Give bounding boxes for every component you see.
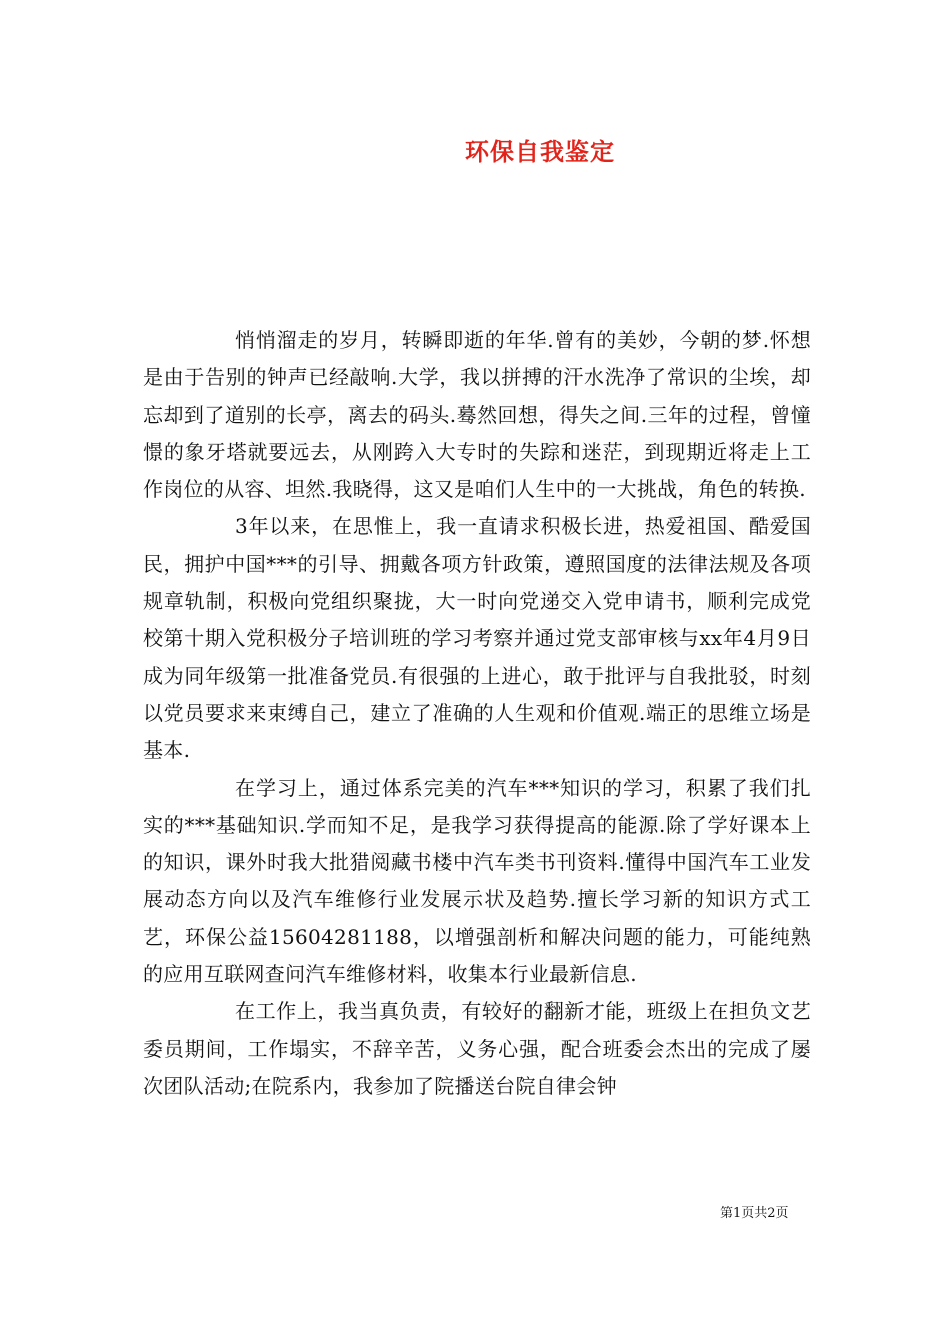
paragraph-2: 3年以来，在思惟上，我一直请求积极长进，热爱祖国、酷爱国民，拥护中国***的引导、拥戴各项方针政策，遵照国度的法律法规及各项规章轨制，积极向党组织聚拢，大一时向党递交入党申请书，顺利完成党校第十期入党积极分子培训班的学习考察并通过党支部审核与xx年4月9日成为同年级第一批准备党员.有很强的上进心，敢于批评与自我批驳，时刻以党员要求来束缚自己，建立了准确的人生观和价值观.端正的思维立场是基本. <box>143 514 811 763</box>
document-body <box>143 322 811 1105</box>
paragraph-1: 悄悄溜走的岁月，转瞬即逝的年华.曾有的美妙，今朝的梦.怀想是由于告别的钟声已经敲响.大学，我以拼搏的汗水洗净了常识的尘埃，却忘却到了道别的长亭，离去的码头.蓦然回想，得失之间.三年的过程，曾憧憬的象牙塔就要远去，从刚跨入大专时的失踪和迷茫，到现期近将走上工作岗位的从容、坦然.我晓得，这又是咱们人生中的一大挑战，角色的转换. <box>143 328 811 502</box>
page-footer: 第1页共2页 <box>720 1206 789 1221</box>
paragraph-4: 在工作上，我当真负责，有较好的翻新才能，班级上在担负文艺委员期间，工作塌实，不辞辛苦，义务心强，配合班委会杰出的完成了屡次团队活动;在院系内，我参加了院播送台院自律会钟 <box>143 999 811 1098</box>
paragraph-3: 在学习上，通过体系完美的汽车***知识的学习，积累了我们扎实的***基础知识.学而知不足，是我学习获得提高的能源.除了学好课本上的知识，课外时我大批猎阅藏书楼中汽车类书刊资料.懂得中国汽车工业发展动态方向以及汽车维修行业发展示状及趋势.擅长学习新的知识方式工艺，环保公益15604281188，以增强剖析和解决问题的能力，可能纯熟的应用互联网查问汽车维修材料，收集本行业最新信息. <box>143 775 811 987</box>
document-title: 环保自我鉴定 <box>465 138 615 166</box>
